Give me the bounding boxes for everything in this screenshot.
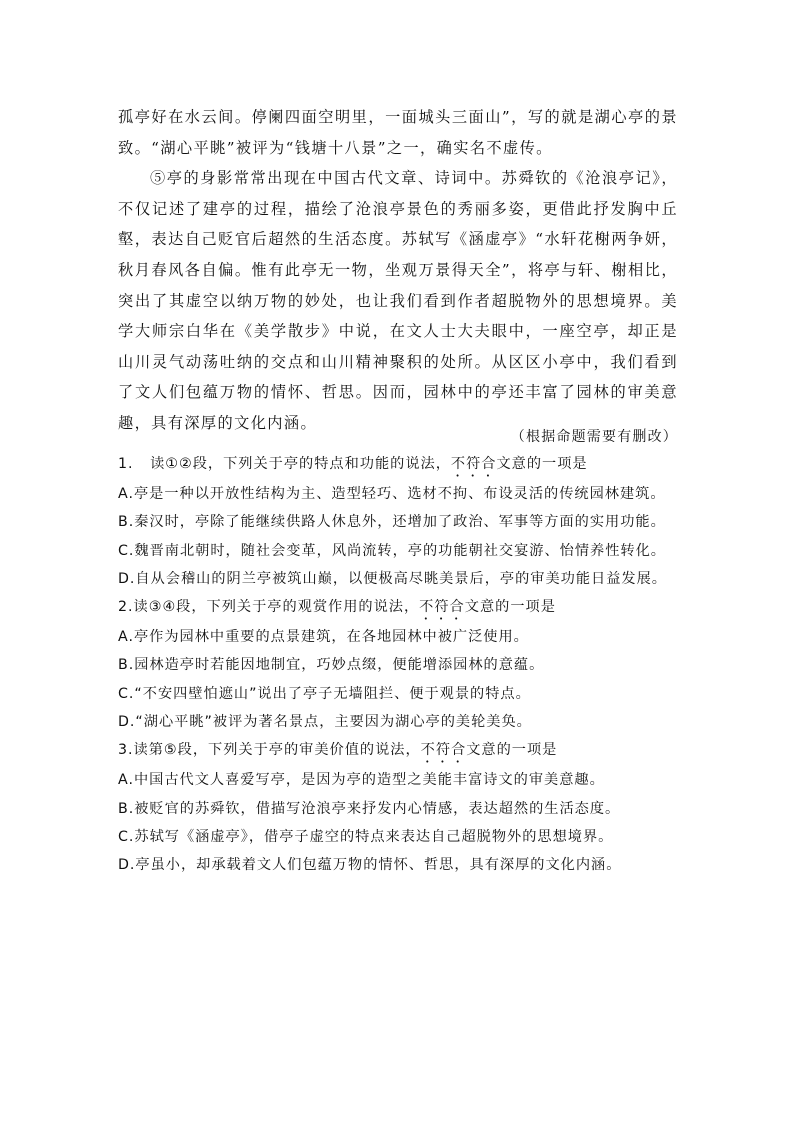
passage-paragraph-continued: 孤亭好在水云间。停阑四面空明里，一面城头三面山”，写的就是湖心亭的景致。“湖心平眺”被评为“钱塘十八景”之一，确实名不虚传。 bbox=[118, 108, 678, 157]
reading-passage bbox=[118, 102, 678, 439]
option-a: A.中国古代文人喜爱写亭，是因为亭的造型之美能丰富诗文的审美意趣。 bbox=[118, 772, 605, 789]
source-note: （根据命题需要有删改） bbox=[510, 429, 678, 445]
option-a: A.亭是一种以开放性结构为主、造型轻巧、选材不拘、布设灵活的传统园林建筑。 bbox=[118, 486, 666, 502]
option-c: C.苏轼写《涵虚亭》，借亭子虚空的特点来表达自己超脱物外的思想境界。 bbox=[118, 828, 614, 845]
stem-text-end: 文意的一项是 bbox=[496, 456, 588, 472]
emphasis-text: 不符合 bbox=[419, 599, 465, 616]
stem-text: 1. 读①②段，下列关于亭的特点和功能的说法， bbox=[118, 456, 451, 472]
stem-text: 2.读③④段，下列关于亭的观赏作用的说法， bbox=[118, 599, 420, 616]
emphasis-text: 不符合 bbox=[450, 456, 497, 472]
option-a: A.亭作为园林中重要的点景建筑，在各地园林中被广泛使用。 bbox=[118, 629, 529, 646]
option-d: D.自从会稽山的阴兰亭被筑山巅，以便极高尽眺美景后，亭的审美功能日益发展。 bbox=[118, 570, 667, 587]
question-stem bbox=[118, 593, 678, 623]
stem-text-end: 文意的一项是 bbox=[466, 742, 558, 759]
question-2 bbox=[118, 593, 678, 736]
stem-text: 3.读第⑤段，下列关于亭的审美价值的说法， bbox=[118, 742, 421, 759]
option-b: B.秦汉时，亭除了能继续供路人休息外，还增加了政治、军事等方面的实用功能。 bbox=[118, 514, 666, 531]
option-c: C.“不安四壁怕遮山”说出了亭子无墙阻拦、便于观景的特点。 bbox=[118, 685, 531, 702]
option-d: D.亭虽小，却承载着文人们包蕴万物的情怀、哲思，具有深厚的文化内涵。 bbox=[118, 857, 622, 874]
option-d: D.“湖心平眺”被评为著名景点，主要因为湖心亭的美轮美奂。 bbox=[118, 714, 532, 731]
option-b: B.被贬官的苏舜钦，借描写沧浪亭来抒发内心情感，表达超然的生活态度。 bbox=[118, 800, 621, 817]
stem-text-end: 文意的一项是 bbox=[464, 599, 556, 616]
question-1 bbox=[118, 450, 678, 593]
passage-paragraph-5: ⑤亭的身影常常出现在中国古代文章、诗词中。苏舜钦的《沧浪亭记》，不仅记述了建亭的过程，描绘了沧浪亭景色的秀丽多姿，更借此抒发胸中丘壑，表达自己贬官后超然的生活态度。苏轼写《涵虚亭》“水轩花榭两争妍，秋月春风各自偏。惟有此亭无一物，坐观万景得天全”，将亭与轩、榭相比，突出了其虚空以纳万物的妙处，也让我们看到作者超脱物外的思想境界。美学大师宗白华在《美学散步》中说，在文人士大夫眼中，一座空亭，却正是山川灵气动荡吐纳的交点和山川精神聚积的处所。从区区小亭中，我们看到了文人们包蕴万物的情怀、哲思。因而，园林中的亭还丰富了园林的审美意趣，具有深厚的文化内涵。 bbox=[118, 169, 678, 432]
option-b: B.园林造亭时若能因地制宜，巧妙点缀，便能增添园林的意蕴。 bbox=[118, 657, 545, 674]
question-3 bbox=[118, 736, 678, 879]
emphasis-text: 不符合 bbox=[420, 742, 467, 759]
question-stem bbox=[118, 736, 678, 766]
question-stem bbox=[118, 450, 678, 480]
option-c: C.魏晋南北朝时，随社会变革，风尚流转，亭的功能朝社交宴游、怡情养性转化。 bbox=[118, 542, 666, 559]
question-list bbox=[118, 450, 678, 880]
